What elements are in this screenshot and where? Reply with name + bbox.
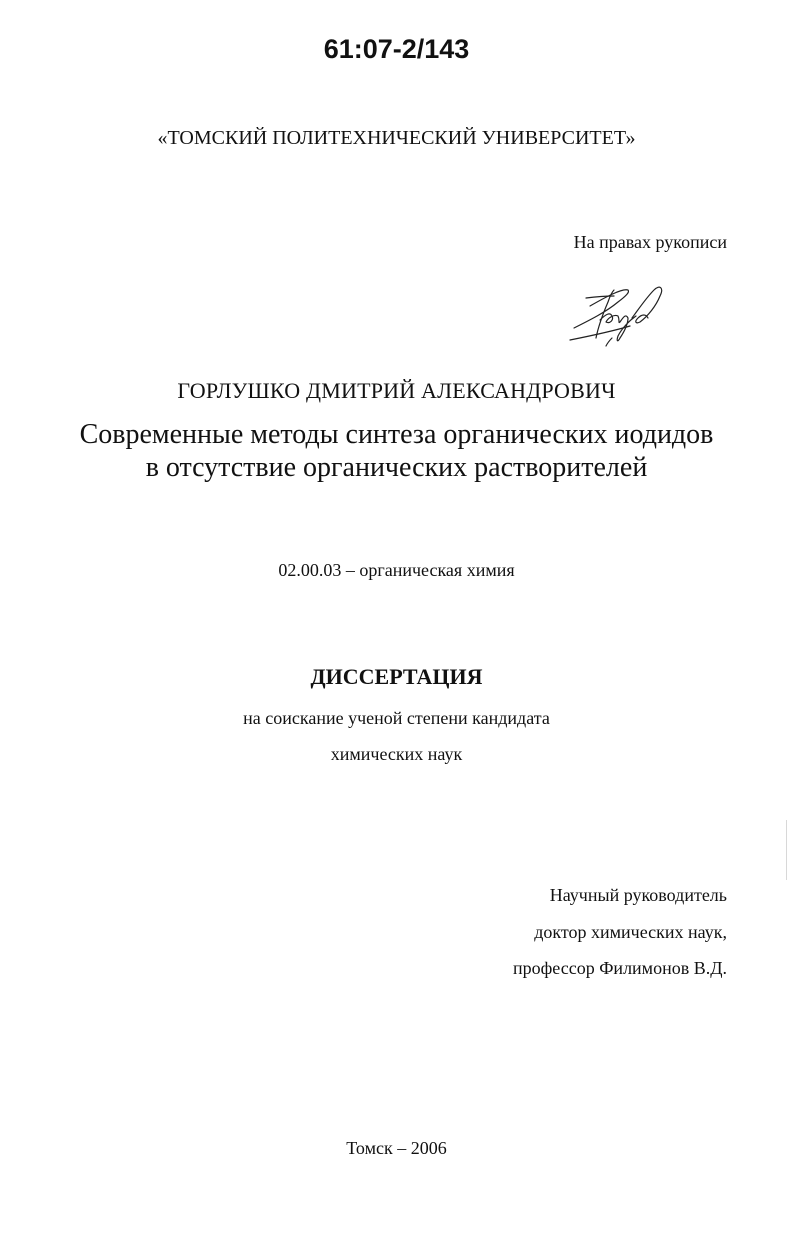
dissertation-title-line-2: в отсутствие органических растворителей — [145, 452, 648, 483]
document-type: ДИССЕРТАЦИЯ — [310, 664, 483, 689]
author-name: ГОРЛУШКО ДМИТРИЙ АЛЕКСАНДРОВИЧ — [177, 378, 616, 403]
supervisor-role: Научный руководитель — [549, 885, 727, 905]
scan-edge-mark — [786, 820, 787, 880]
specialty-code: 02.00.03 – органическая химия — [278, 560, 515, 580]
manuscript-rights-note: На правах рукописи — [573, 232, 727, 252]
place-and-year: Томск – 2006 — [346, 1138, 447, 1158]
signature-icon — [560, 280, 670, 350]
degree-line-1: на соискание ученой степени кандидата — [243, 708, 550, 728]
catalog-stamp: 61:07-2/143 — [323, 34, 470, 64]
degree-line-2: химических наук — [330, 744, 463, 764]
dissertation-title-line-1: Современные методы синтеза органических иодидов — [79, 419, 714, 450]
supervisor-degree: доктор химических наук, — [534, 922, 727, 942]
organization-name: «ТОМСКИЙ ПОЛИТЕХНИЧЕСКИЙ УНИВЕРСИТЕТ» — [157, 127, 636, 149]
supervisor-name: профессор Филимонов В.Д. — [513, 958, 727, 978]
